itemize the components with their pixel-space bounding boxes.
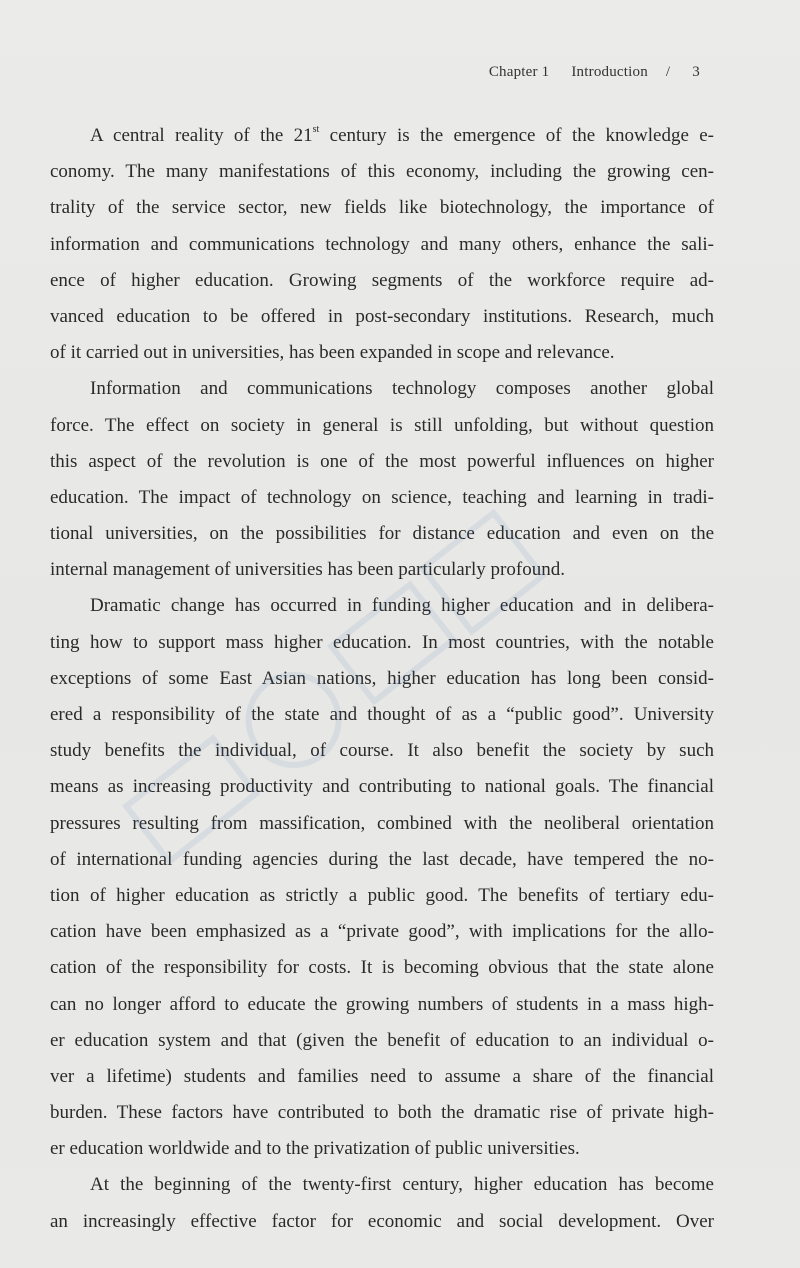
text-line: ver a lifetime) students and families need to assume a share of the financial [50,1065,714,1087]
text-line: internal management of universities has been particularly profound. [50,559,565,581]
text-line: pressures resulting from massification, combined with the neoliberal orientation [50,812,714,834]
text-line: er education system and that (given the benefit of education to an individual o- [50,1029,714,1051]
chapter-title: Introduction [571,64,648,80]
text-line: cation of the responsibility for costs. It is becoming obvious that the state alone [50,957,714,979]
text-line: A central reality of the 21st century is the emergence of the knowledge e- [90,124,714,146]
text-line: ered a responsibility of the state and thought of as a “public good”. University [50,704,714,725]
text-line: force. The effect on society in general is still unfolding, but without question [50,414,714,436]
text-line: Dramatic change has occurred in funding higher education and in delibera- [90,595,714,617]
text-line: means as increasing productivity and contributing to national goals. The financial [50,776,714,798]
header-separator: / [665,64,671,80]
text-line: vanced education to be offered in post-secondary institutions. Research, much [50,305,714,327]
text-line: conomy. The many manifestations of this economy, including the growing cen- [50,161,714,183]
text-line: ence of higher education. Growing segments of the workforce require ad- [50,269,714,291]
text-line: an increasingly effective factor for economic and social development. Over [50,1210,714,1232]
body-text [50,118,714,1240]
text-line: trality of the service sector, new fields like biotechnology, the importance of [50,197,714,219]
text-line: can no longer afford to educate the growing numbers of students in a mass high- [50,993,714,1015]
text-line: this aspect of the revolution is one of the most powerful influences on higher [50,450,714,472]
text-line: information and communications technology and many others, enhance the sali- [50,233,714,255]
text-line: ting how to support mass higher education. In most countries, with the notable [50,631,714,653]
text-line: tion of higher education as strictly a public good. The benefits of tertiary edu- [50,884,714,906]
text-line: At the beginning of the twenty-first century, higher education has become [90,1174,714,1196]
running-header [489,64,700,81]
text-line: of it carried out in universities, has been expanded in scope and relevance. [50,342,615,364]
text-line: burden. These factors have contributed to both the dramatic rise of private high- [50,1102,714,1124]
text-line: education. The impact of technology on science, teaching and learning in tradi- [50,486,714,508]
text-line: exceptions of some East Asian nations, higher education has long been consid- [50,667,714,689]
text-line: cation have been emphasized as a “private good”, with implications for the allo- [50,921,714,943]
text-line: er education worldwide and to the privatization of public universities. [50,1138,580,1160]
text-line: of international funding agencies during the last decade, have tempered the no- [50,848,714,870]
text-line: study benefits the individual, of course. It also benefit the society by such [50,740,714,762]
chapter-label: Chapter 1 [488,64,550,80]
page-number: 3 [692,64,700,80]
text-line: Information and communications technology composes another global [90,378,714,400]
text-line: tional universities, on the possibilities for distance education and even on the [50,523,714,545]
